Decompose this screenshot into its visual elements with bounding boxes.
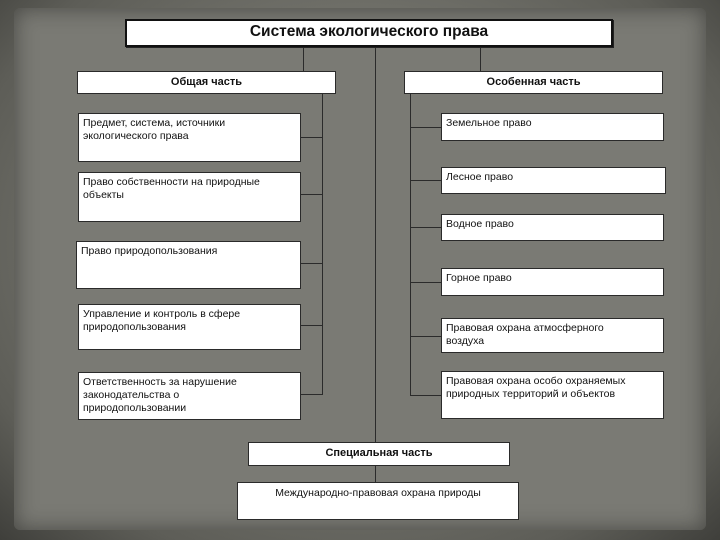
connector-line: [410, 127, 441, 128]
connector-line: [410, 282, 441, 283]
special-part-header: Особенная часть: [404, 71, 663, 94]
general-item: Предмет, система, источники экологического права: [78, 113, 301, 162]
connector-line: [301, 194, 322, 195]
special-item: Лесное право: [441, 167, 666, 194]
connector-line: [375, 47, 376, 442]
diagram-title: Система экологического права: [125, 19, 613, 47]
connector-line: [303, 47, 304, 72]
connector-line: [301, 325, 322, 326]
general-item: Ответственность за нарушение законодательства о природопользовании: [78, 372, 301, 420]
connector-line: [410, 336, 441, 337]
connector-line: [410, 227, 441, 228]
connector-line: [375, 466, 376, 482]
special-item: Правовая охрана атмосферного воздуха: [441, 318, 664, 353]
connector-line: [410, 180, 441, 181]
specific-item: Международно-правовая охрана природы: [237, 482, 519, 520]
general-item: Право собственности на природные объекты: [78, 172, 301, 222]
special-item: Правовая охрана особо охраняемых природных территорий и объектов: [441, 371, 664, 419]
special-item: Водное право: [441, 214, 664, 241]
connector-line: [410, 92, 411, 396]
general-item: Право природопользования: [76, 241, 301, 289]
general-item: Управление и контроль в сфере природопользования: [78, 304, 301, 350]
connector-line: [410, 395, 441, 396]
connector-line: [480, 47, 481, 72]
connector-line: [301, 137, 322, 138]
connector-line: [322, 92, 323, 395]
general-part-header: Общая часть: [77, 71, 336, 94]
connector-line: [301, 394, 322, 395]
connector-line: [301, 263, 322, 264]
specific-part-header: Специальная часть: [248, 442, 510, 466]
special-item: Земельное право: [441, 113, 664, 141]
special-item: Горное право: [441, 268, 664, 296]
